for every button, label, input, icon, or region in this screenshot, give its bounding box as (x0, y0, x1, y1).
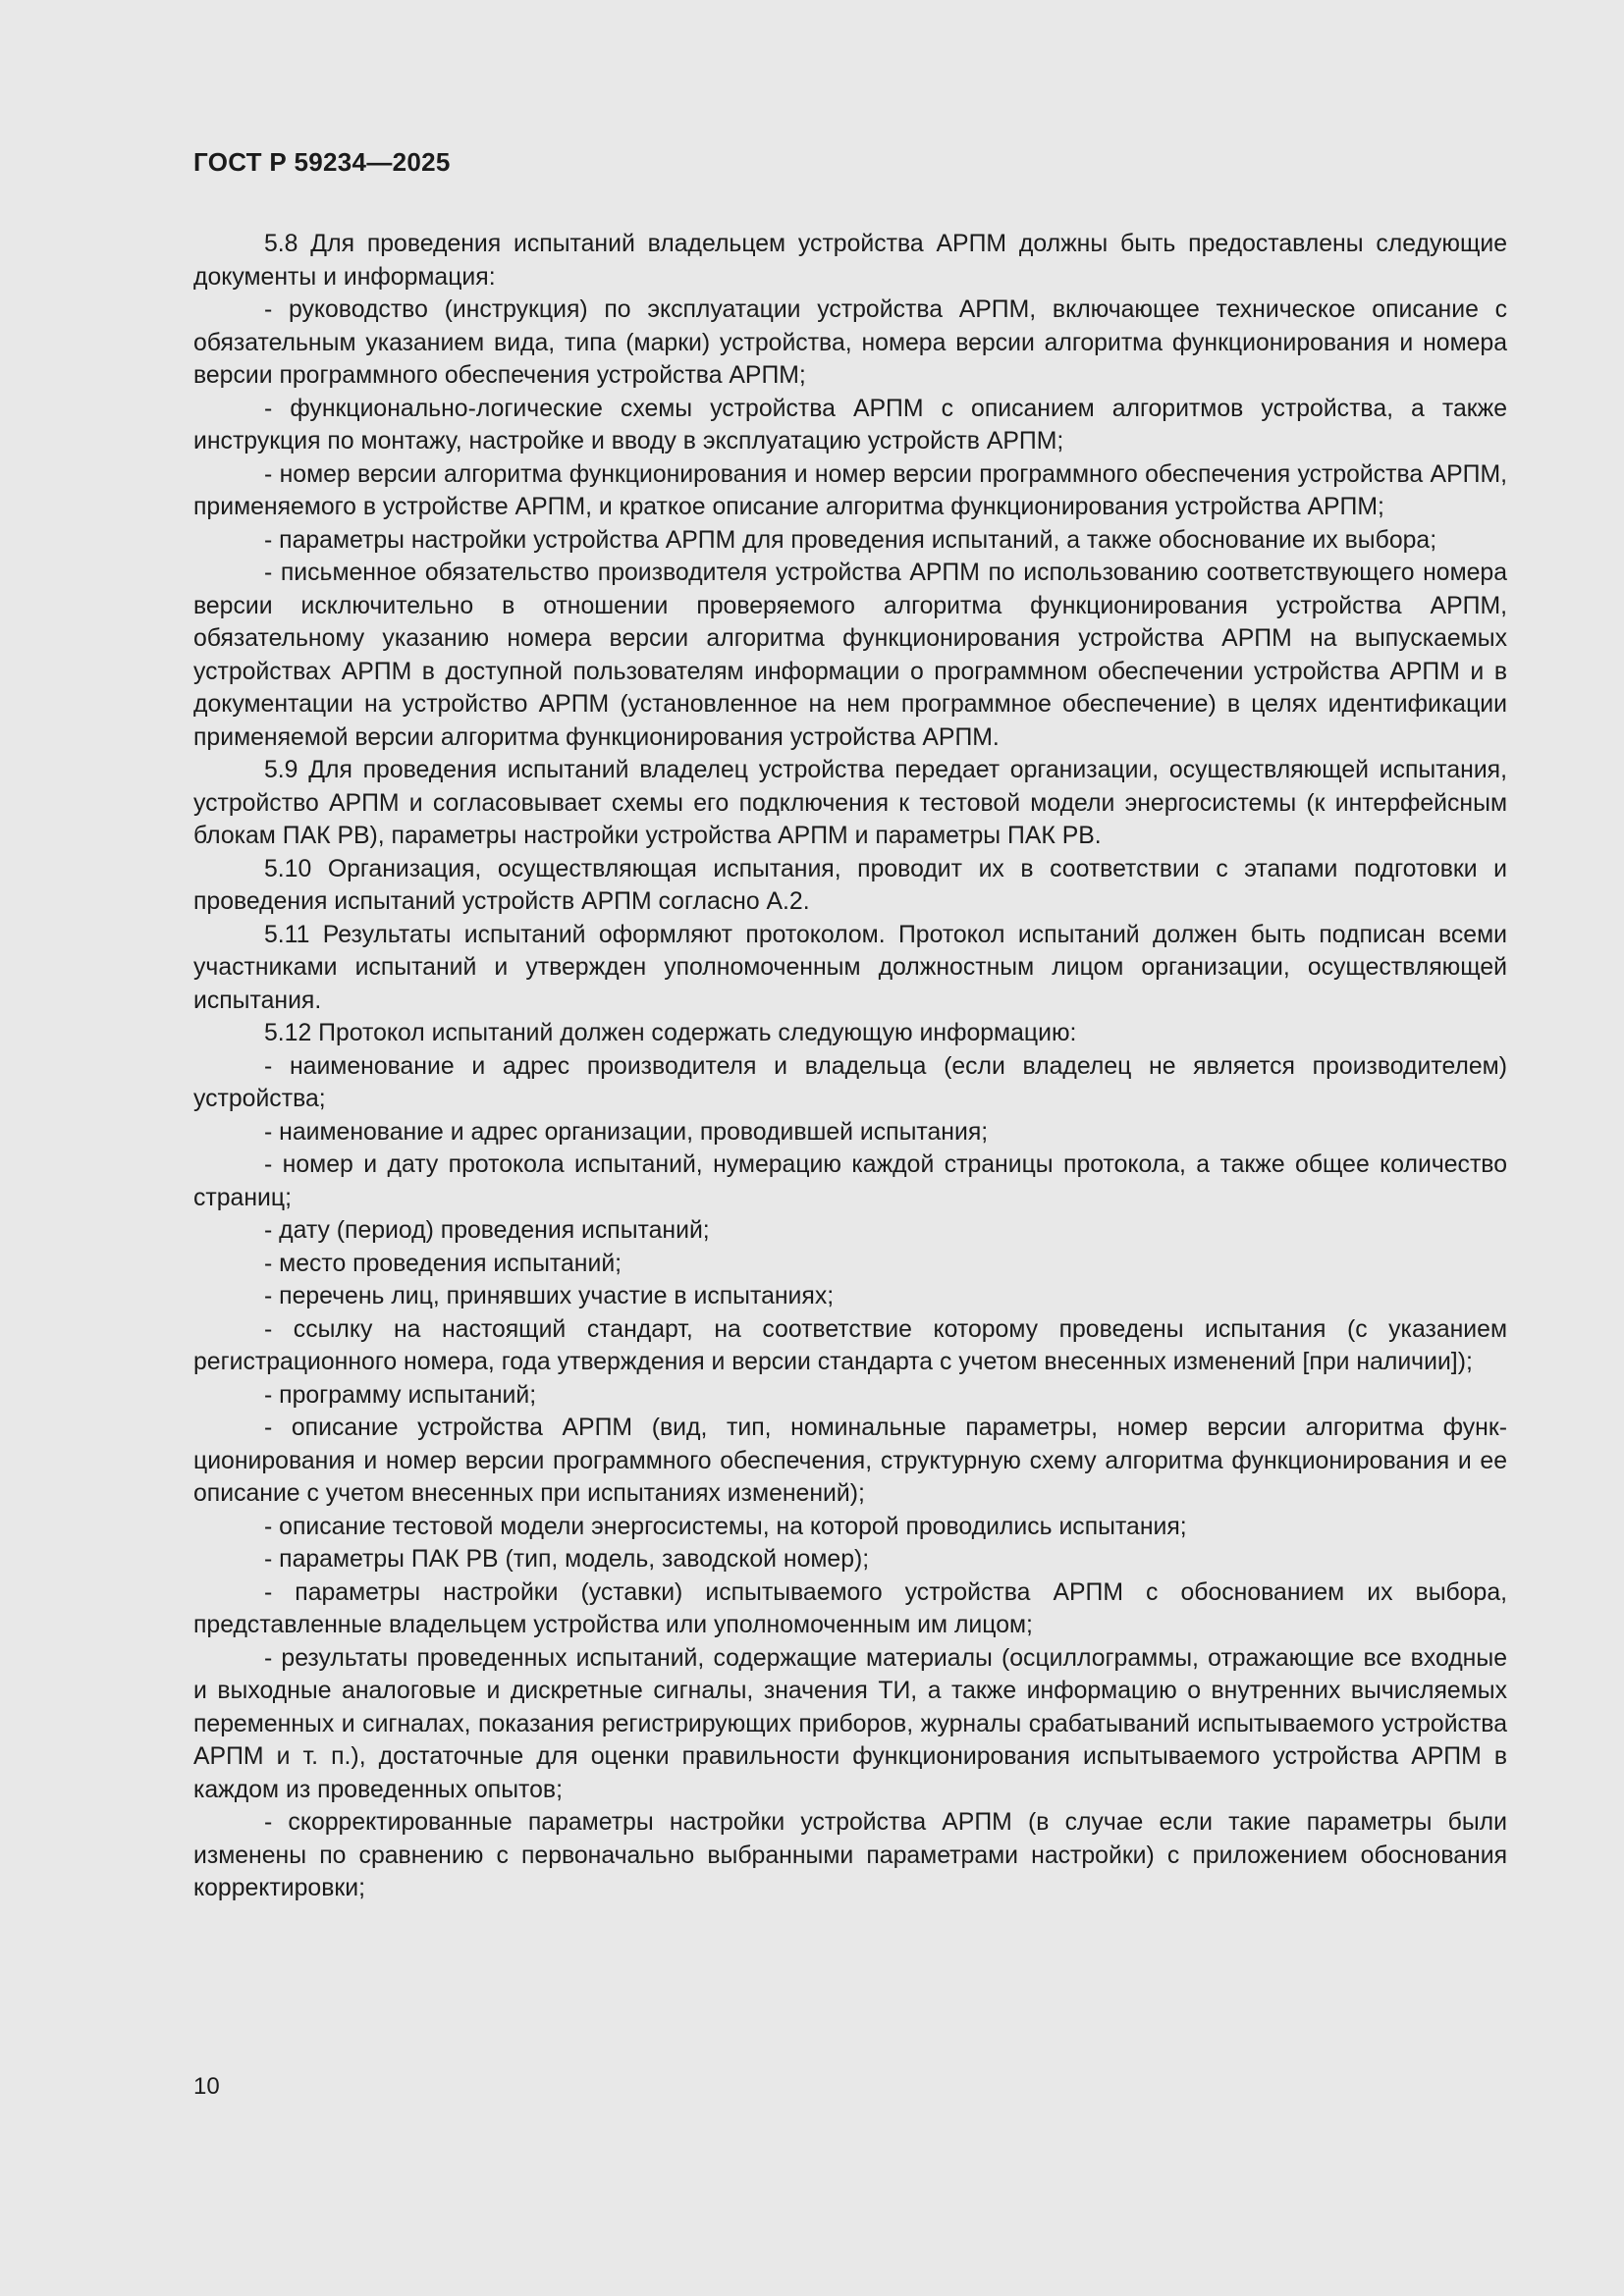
list-item: - параметры настройки (уставки) испытываемого устройства АРПМ с обоснованием их выбора, представленные владельцем устройства или уполномоченным им лицом; (193, 1578, 1507, 1638)
list-item: - параметры настройки устройства АРПМ для проведения испытаний, а также обоснование их выбора; (264, 526, 1437, 554)
paragraph: 5.10 Организация, осуществляющая испытания, проводит их в соответствии с этапами подготовки и проведения испытаний устройств АРПМ согласно А.2. (193, 855, 1507, 915)
list-item: - письменное обязательство производителя устройства АРПМ по использованию соответствующего номера версии исключительно в отношении проверяемого алгоритма функционирования устройства АРПМ, обязательному указанию номера версии алгоритма функционирования устройства АРПМ на выпускаемых устройствах АРПМ в доступной пользователям информации о программном обеспечении устройства АРПМ и в документации на устройство АРПМ (установленное на нем программное обеспечение) в целях идентификации применяемой версии алгоритма функционирования устройства АРПМ. (193, 560, 1507, 751)
list-item: - место проведения испытаний; (264, 1250, 623, 1277)
list-item: - скорректированные параметры настройки устройства АРПМ (в случае если такие параметры были изменены по сравнению с первоначально выбранными параметрами настройки) с приложением обоснования корректировки; (193, 1809, 1507, 1901)
list-item: - руководство (инструкция) по эксплуатации устройства АРПМ, включающее техническое описание с обязательным указанием вида, типа (марки) устройства, номера версии алгоритма функционирования и номера версии программного обеспечения устройства АРПМ; (193, 296, 1507, 389)
list-item: - описание тестовой модели энергосистемы, на которой проводились испытания; (264, 1513, 1187, 1540)
list-item: - ссылку на настоящий стандарт, на соответствие которому проведены испытания (с указанием регистрационного номера, года утверждения и версии стандарта с учетом внесенных изменений [при наличии]); (193, 1315, 1507, 1375)
list-item: - наименование и адрес производителя и владельца (если владелец не является производителем) устройства; (193, 1052, 1507, 1112)
paragraph: 5.9 Для проведения испытаний владелец устройства передает организации, осуществляющей испытания, устройство АРПМ и согласовывает схемы его подключения к тестовой модели энергосистемы (к интерфейсным блокам ПАК РВ), параметры настройки устройства АРПМ и параметры ПАК РВ. (193, 757, 1507, 849)
paragraph: 5.11 Результаты испытаний оформляют протоколом. Протокол испытаний должен быть подписан всеми участниками испытаний и утвержден уполномоченным должностным лицом организации, осуществляющей испытания. (193, 921, 1507, 1014)
list-item: - дату (период) проведения испытаний; (264, 1217, 710, 1244)
document-body (193, 228, 1507, 1905)
list-item: - перечень лиц, принявших участие в испытаниях; (264, 1283, 835, 1309)
list-item: - номер и дату протокола испытаний, нумерацию каждой страницы протокола, а также общее количество страниц; (193, 1151, 1507, 1211)
paragraph: 5.12 Протокол испытаний должен содержать следующую информацию: (264, 1020, 1077, 1046)
page-number: 10 (193, 2073, 220, 2100)
list-item: - функционально-логические схемы устройства АРПМ с описанием алгоритмов устройства, а также инструкция по монтажу, настройке и вводу в эксплуатацию устройств АРПМ; (193, 395, 1507, 454)
list-item: - параметры ПАК РВ (тип, модель, заводской номер); (264, 1546, 870, 1573)
list-item: - наименование и адрес организации, проводившей испытания; (264, 1118, 989, 1146)
paragraph: 5.8 Для проведения испытаний владельцем устройства АРПМ должны быть предоставлены следующие документы и информация: (193, 231, 1507, 291)
list-item: - программу испытаний; (264, 1381, 537, 1409)
list-item: - результаты проведенных испытаний, содержащие материалы (осциллограммы, отражающие все входные и выходные аналоговые и дискретные сигналы, значения ТИ, а также информацию о внутренних вычисляемых переменных и сигналах, показания регистрирующих приборов, журналы срабатываний испытываемого устройства АРПМ и т. п.), достаточные для оценки правильности функционирования испытываемого устройства АРПМ в каждом из проведенных опытов; (193, 1644, 1507, 1803)
document-header: ГОСТ Р 59234—2025 (193, 147, 451, 177)
list-item: - описание устройства АРПМ (вид, тип, номинальные параметры, номер версии алгоритма функционирования и номер версии программного обеспечения, структурную схему алгоритма функционирования и ее описание с учетом внесенных при испытаниях изменений); (193, 1415, 1507, 1507)
list-item: - номер версии алгоритма функционирования и номер версии программного обеспечения устройства АРПМ, применяемого в устройстве АРПМ, и краткое описание алгоритма функционирования устройства АРПМ; (193, 460, 1507, 520)
